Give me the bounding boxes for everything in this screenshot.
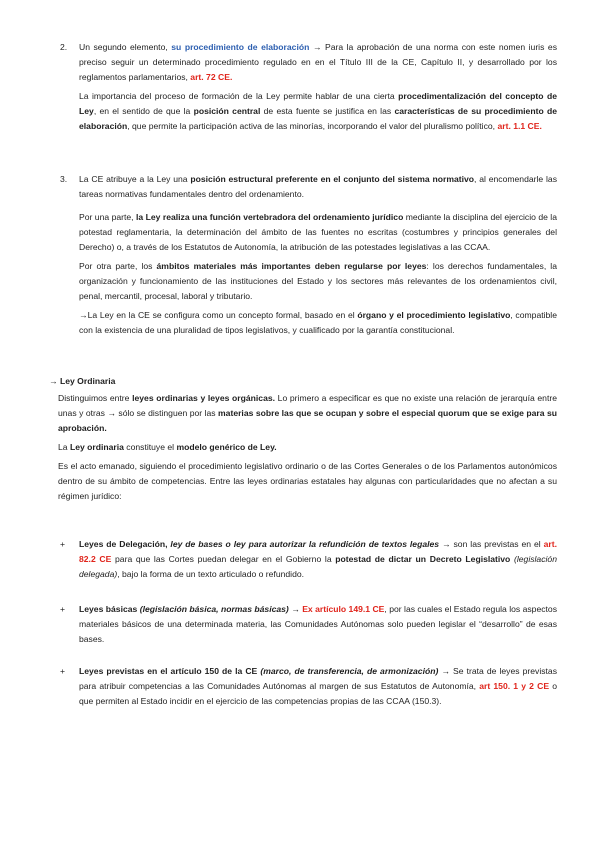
item-2-paragraph-2: La importancia del proceso de formación de la Ley permite hablar de una cierta procedimentalización del concepto de Ley, en el sentido de que la posición central de esta fuente se justifica en las características de su procedimiento de elaboración, que permite la participación activa de las minorías, incorporando el valor del pluralismo político, art. 1.1 CE. <box>79 91 557 131</box>
bullet-leyes-basicas <box>79 602 557 647</box>
bullet-3-text: Leyes previstas en el artículo 150 de la CE (marco, de transferencia, de armonización) → Se trata de leyes previstas para atribuir competencias a las Comunidades Autónomas al margen de sus Estatutos de Autonomía, art 150. 1 y 2 CE o que permiten al Estado incidir en el ejercicio de las competencias propias de las CCAA (150.3). <box>79 666 558 706</box>
bullet-1-symbol: + <box>60 539 66 549</box>
bullet-3-symbol: + <box>60 666 66 676</box>
bullet-leyes-art-150 <box>79 664 557 709</box>
item-3-paragraph-2: Por una parte, la Ley realiza una función vertebradora del ordenamiento jurídico mediante la disciplina del ejercicio de la potestad reglamentaria, la determinación del ámbito de las fuentes no escritas (costumbres y principios generales del Derecho) o, a través de los Estatutos de Autonomía, la atribución de las potestades legislativas a las CCAA. <box>79 212 557 252</box>
ley-ordinaria-paragraph-2: La Ley ordinaria constituye el modelo genérico de Ley. <box>58 442 277 452</box>
bullet-2-symbol: + <box>60 604 66 614</box>
bullet-1-text: Leyes de Delegación, ley de bases o ley para autorizar la refundición de textos legales → son las previstas en el art. 82.2 CE para que las Cortes puedan delegar en el Gobierno la potestad de dictar un Decreto Legislativo (legislación delegada), bajo la forma de un texto articulado o refundido. <box>79 539 558 579</box>
item-2-number: 2. <box>60 42 68 52</box>
item-3-paragraph-3: Por otra parte, los ámbitos materiales más importantes deben regularse por leyes: los derechos fundamentales, la organización y funcionamiento de las instituciones del Estado y los sectores más relevantes de los ordenamientos civil, penal, mercantil, procesal, laboral y tributario. <box>79 261 557 301</box>
bullet-leyes-delegacion <box>79 537 557 582</box>
section-ley-ordinaria <box>49 374 557 389</box>
item-2 <box>79 40 557 134</box>
bullet-2-text: Leyes básicas (legislación básica, normas básicas) → Ex artículo 149.1 CE, por las cuales el Estado regula los aspectos materiales básicos de una determinada materia, las Comunidades Autónomas solo pueden legislar el “desarrollo” de esas bases. <box>79 604 557 644</box>
ley-ordinaria-paragraph-1: Distinguimos entre leyes ordinarias y leyes orgánicas. Lo primero a especificar es que no existe una relación de jerarquía entre unas y otras → sólo se distinguen por las materias sobre las que se ocupan y sobre el especial quorum que se exige para su aprobación. <box>58 393 557 433</box>
section-heading: → Ley Ordinaria <box>49 376 116 386</box>
item-2-paragraph-1: Un segundo elemento, su procedimiento de elaboración → Para la aprobación de una norma con este nomen iuris es preciso seguir un determinado procedimiento regulado en en el Título III de la CE, Capítulo II, y desarrollado por los reglamentos parlamentarios, art. 72 CE. <box>79 42 557 82</box>
ley-ordinaria-paragraph-3: Es el acto emanado, siguiendo el procedimiento legislativo ordinario o de las Cortes Generales o de los Parlamentos autonómicos dentro de su ámbito de competencias. Entre las leyes ordinarias estatales hay algunas con particularidades que no afectan a su régimen jurídico: <box>58 461 557 501</box>
item-3-paragraph-1: La CE atribuye a la Ley una posición estructural preferente en el conjunto del sistema normativo, al encomendarle las tareas normativas fundamentales dentro del ordenamiento. <box>79 174 557 199</box>
ley-ordinaria-body <box>58 391 557 504</box>
item-3 <box>79 172 557 338</box>
item-3-paragraph-4: →La Ley en la CE se configura como un concepto formal, basado en el órgano y el procedimiento legislativo, compatible con la existencia de una pluralidad de tipos legislativos, y cualificado por la garantía constitucional. <box>79 310 557 335</box>
item-3-number: 3. <box>60 174 68 184</box>
